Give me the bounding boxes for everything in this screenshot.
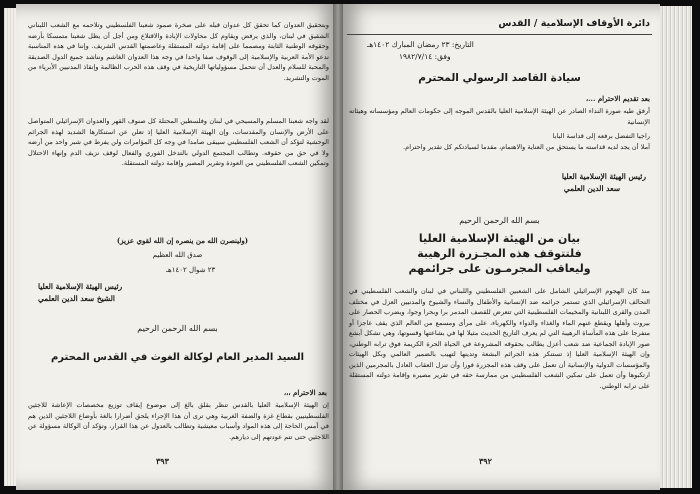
sadaqa-line: صدق الله العظيم (152, 251, 203, 259)
right-body-1: أرفق طيه صورة النداء الصادر عن الهيئة الإسلامية العليا بالقدس الموجه إلى حكومات العالم ومؤسساته وهيئاته الإنسانية (349, 107, 650, 126)
right-body-4: منذ كان الهجوم الإسرائيلي الشامل على الشعبين الفلسطيني واللبناني في لبنان والشعب الفلسطيني في التحالف الإسرائيلي الذي تستمر جرائمه ضد الإنسانية والأطفال والنساء والشيوخ والمدنيين العزل في مختلف المدن والقرى اللبنانية والمخيمات الفلسطينية التي تتعرض للقصف المدمر برا وبحرا وجوا، ويضرب الحصار على بيروت وأهلها ويقطع عنهم الماء والغذاء والدواء والكهرباء، على مرأى ومسمع من العالم الذي يقف عاجزا أو متفرجا على هذه المأساة الرهيبة التي لم يعرف التاريخ الحديث مثيلا لها في بشاعتها وقسوتها، وهي تشكل أبشع صور الإبادة الجماعية ضد شعب أعزل يطالب بحقوقه المشروعة في الحياة الحرة الكريمة فوق ترابه الوطني، وإن الهيئة الإسلامية العليا إذ تستنكر هذه الجرائم البشعة وتدينها لتهيب بالضمير العالمي وبكل الهيئات والمؤسسات الدولية والإنسانية أن تعمل على وقف هذه المجزرة فورا وأن تنزل العقاب العادل بالمجرمين الذين ارتكبوها وأن تعمل على تمكين الشعب الفلسطيني من ممارسة حقه في تقرير مصيره وإقامة دولته المستقلة على ترابه الوطني. (349, 287, 650, 390)
right-sign-title: رئيس الهيئة الإسلامية العليا (561, 172, 646, 181)
header-rule (347, 34, 652, 35)
right-greeting: بعد تقديم الاحترام ...، (585, 94, 650, 103)
right-body-3: آملا أن يجد لديه قداسته ما يستحق من العناية والاهتمام، مقدما لسيادتكم كل تقدير واحترام. (403, 143, 650, 151)
left-date: ٢٣ شوال ١٤٠٢هـ (166, 266, 216, 274)
left-sign-title: رئيس الهيئة الإسلامية العليا (38, 282, 123, 291)
left-page-number: ٣٩٣ (156, 456, 169, 466)
right-body-2: راجيا التفضل برفعه إلى قداسة البابا (552, 132, 650, 140)
right-page-edges (660, 6, 692, 488)
statement-line-2: فلتتوقف هذه المجـزرة الرهيبة (417, 247, 582, 260)
left-body-paragraph-3: إن الهيئة الإسلامية العليا بالقدس تنظر بقلق بالغ إلى موضوع إيقاف توزيع مخصصات الإعاشة للاجئين الفلسطينيين بقطاع غزة والضفة الغربية وهي ترى أن هذا الإجراء يلحق أضرارا بالغة بأوضاع اللاجئين الذين هم في أمس الحاجة إلى هذه المواد وأسباب معيشية وتطالب بالعدول عن هذا القرار، وتؤكد أن الوكالة مسؤولة عن اللاجئين حتى تتم عودتهم إلى ديارهم. (28, 401, 329, 441)
letter-date-2: وفق: ١٩٨٢/٧/١٤ (399, 52, 451, 61)
statement-line-1: بيان من الهيئة الإسلامية العليا (418, 232, 581, 245)
right-addressee: سيادة القاصد الرسولي المحترم (418, 72, 581, 84)
left-page (16, 4, 339, 490)
right-page-number: ٣٩٢ (479, 456, 492, 466)
left-addressee: السيد المدير العام لوكالة الغوث في القدس المحترم (50, 352, 305, 363)
left-greeting: بعد الاحترام ،،، (283, 388, 327, 397)
right-page (339, 4, 660, 490)
left-body-paragraph-1: وبتحقيق العدوان كما تحقق كل عدوان قبله على صخرة صمود شعبنا الفلسطيني وتلاحمه مع الشعب اللبناني الشقيق في لبنان، والذي يرفض ويقاوم كل محاولات الإبادة والاقتلاع ومن أجل أن يظل شعبنا متمسكا بأرضه وحقوقه الوطنية الثابتة ومصمما على إقامة دولته المستقلة وعاصمتها القدس الشريف. وإننا في هذه المناسبة ندعو الأمة العربية والإسلامية إلى الوقوف صفا واحدا في وجه هذا العدوان الغاشم ونناشد جميع الدول الصديقة والمحبة للسلام والعدل أن تتحمل مسؤولياتها التاريخية في وقف هذه الحرب الظالمة وإنقاذ المدنيين الأبرياء من الموت والتشريد. (28, 21, 329, 82)
quran-verse: (ولينصرن الله من ينصره إن الله لقوي عزيز) (116, 236, 249, 245)
running-header: دائرة الأوقاف الإسلامية / القدس (498, 18, 650, 29)
left-basmala: بسم الله الرحمن الرحيم (137, 324, 218, 333)
statement-line-3: وليعاقب المجرمـون على جرائمهم (408, 262, 591, 275)
left-body-paragraph-2: لقد واجه شعبنا المسلم والمسيحي في لبنان وفلسطين المحتلة كل صنوف القهر والعدوان الإسرائيلي المتواصل على الأرض والإنسان والمقدسات، وإن الهيئة الإسلامية العليا إذ تعلن عن استنكارها الشديد لهذه الجرائم الوحشية لتؤكد أن الشعب الفلسطيني سيبقى صامدا في وجه كل المؤامرات ولن يفرط في شبر واحد من أرضه ولا في حق من حقوقه. وتطالب المجتمع الدولي بالتدخل الفوري والفعال لوقف نزيف الدم وإنهاء الاحتلال وتمكين الشعب الفلسطيني من العودة وتقرير المصير وإقامة دولته المستقلة. (28, 117, 329, 167)
right-basmala: بسم الله الرحمن الرحيم (459, 216, 540, 225)
letter-date: التاريخ: ٢٣ رمضان المبارك ١٤٠٢هـ (367, 40, 474, 49)
right-sign-name: سعد الدين العلمي (563, 184, 620, 193)
book-gutter (333, 4, 343, 490)
left-sign-name: الشيخ سعد الدين العلمي (38, 294, 115, 303)
